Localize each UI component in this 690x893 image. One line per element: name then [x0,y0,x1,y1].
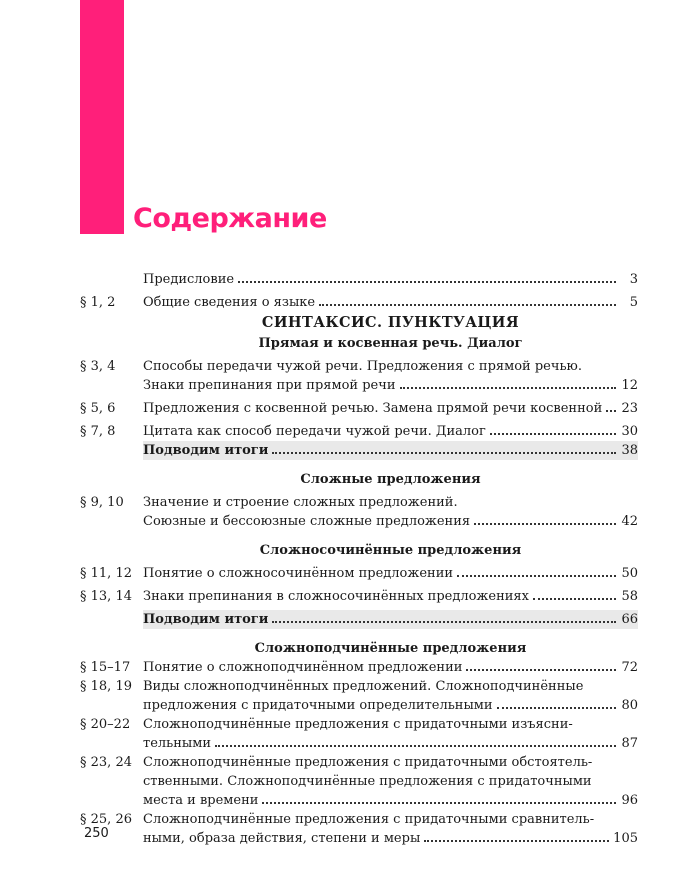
entry-line: Знаки препинания в сложносочинённых предложениях [143,589,529,604]
entry-line: Виды сложноподчинённых предложений. Сложноподчинённые [143,679,584,694]
section-number: § 13, 14 [80,589,132,604]
dot-leader [474,512,616,525]
section-number: § 15–17 [80,660,131,675]
toc-entry[interactable] [80,399,638,418]
entry-line: тельными [143,736,212,751]
dot-leader [238,270,616,283]
entry-line: Способы передачи чужой речи. Предложения с прямой речью. [143,359,582,374]
page-ref: 30 [621,424,638,439]
entry-line: Подводим итоги [143,443,269,458]
dot-leader [319,293,616,306]
part-title: СИНТАКСИС. ПУНКТУАЦИЯ [261,314,520,331]
section-number: § 9, 10 [80,495,124,510]
toc-entry[interactable] [80,715,638,753]
toc-entry[interactable] [80,564,638,583]
page-ref: 66 [621,612,638,627]
page-ref: 96 [621,793,638,808]
entry-line: Цитата как способ передачи чужой речи. Диалог [143,424,486,439]
page-number: 250 [84,826,109,841]
page-ref: 50 [621,566,638,581]
toc-entry-summary[interactable] [80,441,638,460]
toc-entry[interactable] [80,357,638,395]
toc-entry[interactable] [80,753,638,810]
page-ref: 12 [621,378,638,393]
chapter-title: Сложноподчинённые предложения [254,641,527,656]
chapter-title: Сложносочинённые предложения [259,543,522,558]
section-number: § 7, 8 [80,424,116,439]
toc-entry[interactable] [80,422,638,441]
page-title: Содержание [133,203,327,234]
entry-line: ными, образа действия, степени и меры [143,831,421,846]
toc-entry-summary[interactable] [80,610,638,629]
chapter-title: Сложные предложения [300,472,481,487]
dot-leader [533,587,616,600]
toc-entry[interactable] [80,658,638,677]
dot-leader [272,610,616,623]
toc-entry-preface[interactable] [80,270,638,289]
entry-line: предложения с придаточными определительными [143,698,493,713]
section-number: § 3, 4 [80,359,116,374]
toc-entry[interactable] [80,493,638,531]
entry-line: Сложноподчинённые предложения с придаточными изъясни- [143,717,573,732]
dot-leader [424,829,609,842]
page-ref: 58 [621,589,638,604]
page-ref: 87 [621,736,638,751]
toc-entry[interactable] [80,677,638,715]
entry-line: Общие сведения о языке [143,295,316,310]
dot-leader [490,422,616,435]
section-number: § 25, 26 [80,812,132,827]
entry-line: Союзные и бессоюзные сложные предложения [143,514,471,529]
entry-line: Сложноподчинённые предложения с придаточными обстоятель- [143,755,593,770]
section-number: § 5, 6 [80,401,116,416]
page-ref: 105 [613,831,638,846]
entry-line: Понятие о сложноподчинённом предложении [143,660,463,675]
entry-line: места и времени [143,793,259,808]
entry-line: ственными. Сложноподчинённые предложения с придаточными [143,774,592,789]
section-number: § 20–22 [80,717,131,732]
dot-leader [262,791,616,804]
toc-entry[interactable] [80,293,638,312]
page-ref: 5 [629,295,638,310]
entry-line: Значение и строение сложных предложений. [143,495,458,510]
entry-line: Предложения с косвенной речью. Замена прямой речи косвенной [143,401,603,416]
toc-entry[interactable] [80,587,638,606]
section-number: § 23, 24 [80,755,132,770]
dot-leader [457,564,616,577]
entry-line: Знаки препинания при прямой речи [143,378,396,393]
section-number: § 18, 19 [80,679,132,694]
entry-line: Предисловие [143,272,235,287]
table-of-contents [80,270,638,848]
page-ref: 72 [621,660,638,675]
page-ref: 42 [621,514,638,529]
section-number: § 11, 12 [80,566,132,581]
page-ref: 80 [621,698,638,713]
dot-leader [215,734,616,747]
dot-leader [466,658,616,671]
entry-line: Понятие о сложносочинённом предложении [143,566,454,581]
accent-bar [80,0,124,234]
entry-line: Подводим итоги [143,612,269,627]
page-ref: 38 [621,443,638,458]
toc-entry[interactable] [80,810,638,848]
dot-leader [400,376,616,389]
dot-leader [272,441,616,454]
entry-line: Сложноподчинённые предложения с придаточными сравнитель- [143,812,595,827]
chapter-title: Прямая и косвенная речь. Диалог [258,336,523,351]
page-ref: 3 [629,272,638,287]
dot-leader [606,399,616,412]
dot-leader [497,696,616,709]
section-number: § 1, 2 [80,295,116,310]
page-ref: 23 [621,401,638,416]
